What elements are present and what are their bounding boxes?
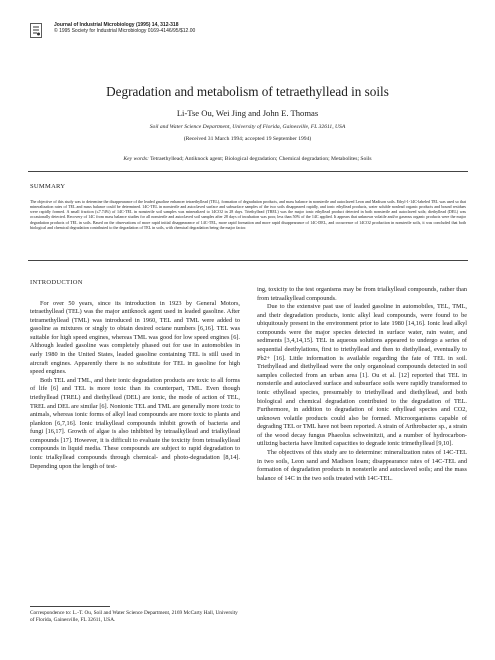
intro-paragraph-4: Due to the extensive past use of leaded gasoline in automobiles, TEL, TML, and their degradation products, ionic alkyl lead compounds, were found to be ubiquitously present in the environment prior to late 1980 [14,16]. Ionic lead alkyl compounds were the major species detected in surface water, rain water, and sediments [3,4,14,15]. TEL in aqueous solutions appeared to undergo a series of sequential deethylations, first to triethyllead and then to diethyllead, eventually to Pb2+ [16]. Little information is available regarding the fate of TEL in soil. Triethyllead and diethyllead were the only organolead compounds detected in soil samples collected from an urban area [1]. Ou et al. [12] reported that TEL in nonsterile and autoclaved surface and subsurface soils were rapidly transformed to ionic ethyllead species, presumably to triethyllead and diethyllead, and both biological and chemical degradation contributed to the degradation of TEL. Furthermore, in addition to degradation of ionic ethyllead species and CO2, unknown volatile products could also be formed. Microorganisms capable of degrading TEL or TML have not been reported. A strain of Arthrobacter sp., a strain of the wood decay fungus Phaeolus schweinitzii, and a number of hydrocarbon-utilizing bacteria have limited capacities to degrade ionic trimethyllead [9,10]. bbox=[257, 303, 467, 448]
intro-paragraph-3: ing, toxicity to the test organisms may be from trialkyllead compounds, rather than from tetraalkyllead compounds. bbox=[257, 286, 467, 302]
divider-bottom bbox=[28, 260, 468, 261]
journal-citation: Journal of Industrial Microbiology (1995) 14, 312-318 bbox=[54, 22, 179, 28]
keywords-line bbox=[0, 156, 495, 163]
footnote bbox=[30, 610, 240, 624]
journal-header bbox=[30, 22, 195, 34]
correspondence-note: Correspondence to: L.-T. Ou, Soil and Water Science Department, 2169 McCarty Hall, University of Florida, Gainesville, FL 32611, USA. bbox=[30, 610, 238, 623]
summary-heading: SUMMARY bbox=[30, 183, 66, 190]
divider-top bbox=[28, 171, 468, 172]
intro-paragraph-5: The objectives of this study are to determine: mineralization rates of 14C-TEL in two soils, Leon sand and Madison loam; disappearance rates of 14C-TEL and formation of degradation products in nonsterile and autoclaved soils; and the mass balance of 14C in the two soils treated with 14C-TEL. bbox=[257, 448, 467, 482]
received-dates: (Received 31 March 1994; accepted 19 September 1994) bbox=[183, 136, 312, 142]
intro-paragraph-2: Both TEL and TML, and their ionic degradation products are toxic to all forms of life [6] and TEL is more toxic than its counterpart, TML. Even though triethyllead (TREL) and diethyllead (DEL) are ionic, the mode of action of TEL, TREL and DEL are similar [6]. Nonionic TEL and TML are generally more toxic to animals, whereas ionic forms of alkyl lead compounds are more toxic to plants and plankton [6,7,16]. Ionic trialkyllead compounds inhibit growth of bacteria and fungi [16,17]. Growth of algae is also inhibited by tetraalkyllead and trialkyllead compounds [17]. However, it is difficult to evaluate the toxicity from tetraalkyllead compounds in liquid media. These compounds are subject to rapid degradation to ionic trialkyllead compounds through chemical- and photo-degradation [8,14]. Depending upon the length of test- bbox=[30, 376, 240, 470]
left-column bbox=[30, 279, 240, 471]
summary-text: The objective of this study was to determine the disappearance of the leaded gasoline enhancer tetraethyllead (TEL), formation of degradation products, and mass balance in nonsterile and autoclaved Leon and Madison soils. Ethyl-1-14C-labeled TEL was used so that mineralization rates of TEL and mass balance could be determined. 14C-TEL in nonsterile and autoclaved surface and subsurface samples of the two soils disappeared rapidly, and ionic ethyllead products, water soluble nonlead organic products and bound residues were rapidly formed. A small fraction (≤7.74%) of 14C-TEL in nonsterile soil samples was mineralized to 14CO2 in 28 days. Triethyllead (TREL) was the major ionic ethyllead product detected in both nonsterile and autoclaved soils; diethyllead (DEL) was occasionally detected. Recovery of 14C from mass balance studies for all nonsterile and autoclaved soil samples after 28 days of incubation was poor, less than 50% of the 14C applied. It appears that unknown volatile and/or gaseous organic products were the major degradation products of TEL in soils. Based on the observations of more rapid initial disappearance of 14C-TEL, more rapid formation and more rapid disappearance of 14C-DEL, and occurrence of 14CO2 production in nonsterile soils, it was concluded that both biological and chemical degradation contributed to the degradation of TEL in soils, with chemical degradation being the major factor. bbox=[30, 199, 466, 230]
footnote-rule bbox=[30, 606, 110, 607]
author-affiliation: Soil and Water Science Department, University of Florida, Gainesville, FL 32611, USA bbox=[149, 124, 346, 130]
keywords-list: Tetraethyllead; Antiknock agent; Biological degradation; Chemical degradation; Metabolites; Soils bbox=[150, 156, 372, 162]
intro-heading: INTRODUCTION bbox=[30, 279, 83, 286]
keywords-label: Key words: bbox=[123, 156, 149, 162]
journal-copyright: © 1995 Society for Industrial Microbiology 0169-4146/95/$12.00 bbox=[54, 28, 196, 35]
right-column bbox=[257, 286, 467, 483]
article-title: Degradation and metabolism of tetraethyllead in soils bbox=[106, 84, 389, 99]
publisher-logo-icon bbox=[30, 23, 42, 38]
intro-paragraph-1: For over 50 years, since its introduction in 1923 by General Motors, tetraethyllead (TEL) was the major antiknock agent used in leaded gasoline. After tetramethyllead (TML) was introduced in 1960, TEL and TML were added to gasoline as mixtures or singly to obtain desired octane numbers [6,16]. TEL was suitable for high speed engines, whereas TML was good for low speed engines [6]. Although leaded gasoline was completely phased out for use in automobiles in early 1980 in the United States, leaded gasoline containing TEL is still used in aircraft engines. Apparently there is no substitute for TEL in gasoline for high speed engines. bbox=[30, 299, 240, 376]
article-authors: Li-Tse Ou, Wei Jing and John E. Thomas bbox=[176, 108, 319, 118]
